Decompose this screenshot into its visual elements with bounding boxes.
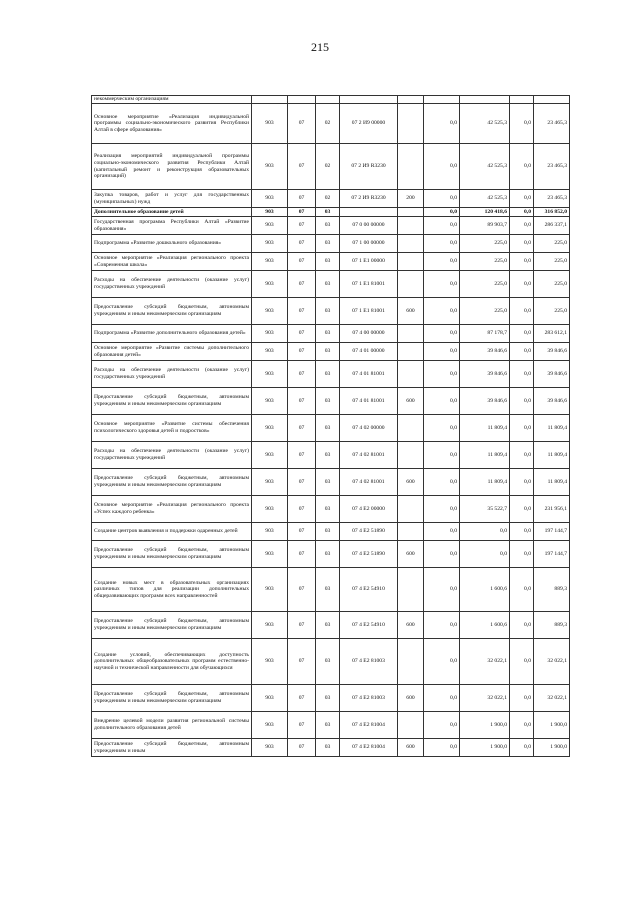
value-3-cell: 0,0 — [510, 442, 534, 469]
expense-type-cell — [398, 343, 424, 361]
admin-code-cell: 903 — [252, 144, 288, 190]
value-3-cell: 0,0 — [510, 415, 534, 442]
value-1-cell: 0,0 — [424, 685, 460, 712]
admin-code-cell: 903 — [252, 190, 288, 208]
admin-code-cell: 903 — [252, 217, 288, 235]
table-row — [92, 253, 570, 271]
table-row — [92, 325, 570, 343]
value-3-cell: 0,0 — [510, 541, 534, 568]
value-3-cell: 0,0 — [510, 325, 534, 343]
expense-type-cell: 600 — [398, 298, 424, 325]
admin-code-cell: 903 — [252, 541, 288, 568]
item-name-cell: Создание условий, обеспечивающих доступность дополнительных общеобразовательных программ естественно-научной и технической направленности для обучающихся — [92, 639, 252, 685]
item-name-cell: некоммерческим организациям — [92, 96, 252, 104]
value-1-cell: 0,0 — [424, 639, 460, 685]
item-name-cell: Государственная программа Республики Алтай «Развитие образования» — [92, 217, 252, 235]
value-4-cell: 23 465,3 — [534, 190, 570, 208]
section-code-cell: 07 — [288, 442, 316, 469]
value-1-cell: 0,0 — [424, 612, 460, 639]
table-row — [92, 415, 570, 442]
target-article-cell: 07 4 E2 00000 — [340, 496, 398, 523]
section-code-cell: 07 — [288, 712, 316, 739]
value-3-cell: 0,0 — [510, 208, 534, 217]
value-2-cell: 1 900,0 — [460, 712, 510, 739]
expense-type-cell — [398, 496, 424, 523]
expense-type-cell — [398, 325, 424, 343]
value-4-cell — [534, 96, 570, 104]
value-2-cell: 1 600,6 — [460, 612, 510, 639]
target-article-cell: 07 2 И9 R3230 — [340, 144, 398, 190]
target-article-cell: 07 4 E2 81003 — [340, 639, 398, 685]
value-1-cell: 0,0 — [424, 104, 460, 144]
value-4-cell: 23 465,3 — [534, 144, 570, 190]
value-2-cell: 42 525,3 — [460, 104, 510, 144]
expense-type-cell — [398, 253, 424, 271]
table-row — [92, 208, 570, 217]
value-4-cell: 225,0 — [534, 253, 570, 271]
value-3-cell: 0,0 — [510, 271, 534, 298]
value-3-cell: 0,0 — [510, 523, 534, 541]
item-name-cell: Создание центров выявления и поддержки одаренных детей — [92, 523, 252, 541]
value-2-cell: 120 418,6 — [460, 208, 510, 217]
value-3-cell: 0,0 — [510, 685, 534, 712]
expense-type-cell — [398, 96, 424, 104]
value-1-cell: 0,0 — [424, 568, 460, 612]
item-name-cell: Основное мероприятие «Реализация регионального проекта «Современная школа» — [92, 253, 252, 271]
section-code-cell: 07 — [288, 144, 316, 190]
subsection-code-cell: 03 — [316, 469, 340, 496]
expense-type-cell: 600 — [398, 541, 424, 568]
item-name-cell: Расходы на обеспечение деятельности (оказание услуг) государственных учреждений — [92, 361, 252, 388]
value-2-cell: 225,0 — [460, 253, 510, 271]
subsection-code-cell: 03 — [316, 235, 340, 253]
subsection-code-cell: 02 — [316, 104, 340, 144]
section-code-cell: 07 — [288, 639, 316, 685]
target-article-cell: 07 2 И9 00000 — [340, 104, 398, 144]
value-4-cell: 283 612,1 — [534, 325, 570, 343]
expense-type-cell — [398, 144, 424, 190]
value-4-cell: 1 900,0 — [534, 712, 570, 739]
target-article-cell: 07 4 E2 51890 — [340, 541, 398, 568]
section-code-cell: 07 — [288, 208, 316, 217]
value-4-cell: 11 809,4 — [534, 442, 570, 469]
value-2-cell: 42 525,3 — [460, 144, 510, 190]
budget-table — [91, 95, 570, 757]
section-code-cell: 07 — [288, 523, 316, 541]
value-2-cell: 1 600,6 — [460, 568, 510, 612]
value-2-cell: 39 846,6 — [460, 361, 510, 388]
target-article-cell: 07 4 02 81001 — [340, 442, 398, 469]
subsection-code-cell: 03 — [316, 217, 340, 235]
value-1-cell: 0,0 — [424, 361, 460, 388]
admin-code-cell: 903 — [252, 208, 288, 217]
section-code-cell: 07 — [288, 343, 316, 361]
section-code-cell: 07 — [288, 685, 316, 712]
table-row — [92, 712, 570, 739]
value-3-cell: 0,0 — [510, 712, 534, 739]
subsection-code-cell: 03 — [316, 253, 340, 271]
value-4-cell: 197 144,7 — [534, 541, 570, 568]
section-code-cell: 07 — [288, 235, 316, 253]
target-article-cell: 07 4 02 81001 — [340, 469, 398, 496]
budget-table-body — [92, 96, 570, 757]
item-name-cell: Создание новых мест в образовательных организациях различных типов для реализации дополнительных общеразвивающих программ всех направленностей — [92, 568, 252, 612]
target-article-cell — [340, 96, 398, 104]
admin-code-cell: 903 — [252, 612, 288, 639]
table-row — [92, 442, 570, 469]
value-1-cell: 0,0 — [424, 217, 460, 235]
admin-code-cell: 903 — [252, 469, 288, 496]
value-4-cell: 11 809,4 — [534, 415, 570, 442]
expense-type-cell: 600 — [398, 739, 424, 757]
section-code-cell: 07 — [288, 568, 316, 612]
table-row — [92, 96, 570, 104]
target-article-cell: 07 4 E2 54910 — [340, 568, 398, 612]
value-2-cell: 0,0 — [460, 523, 510, 541]
value-4-cell: 316 852,0 — [534, 208, 570, 217]
target-article-cell: 07 4 01 81001 — [340, 388, 398, 415]
value-4-cell: 23 465,3 — [534, 104, 570, 144]
expense-type-cell: 600 — [398, 469, 424, 496]
table-row — [92, 298, 570, 325]
table-row — [92, 496, 570, 523]
value-3-cell: 0,0 — [510, 343, 534, 361]
value-1-cell: 0,0 — [424, 415, 460, 442]
section-code-cell: 07 — [288, 253, 316, 271]
value-1-cell: 0,0 — [424, 388, 460, 415]
value-2-cell: 0,0 — [460, 541, 510, 568]
value-2-cell: 32 022,1 — [460, 639, 510, 685]
target-article-cell: 07 0 00 00000 — [340, 217, 398, 235]
value-1-cell: 0,0 — [424, 208, 460, 217]
value-3-cell: 0,0 — [510, 144, 534, 190]
admin-code-cell: 903 — [252, 388, 288, 415]
admin-code-cell: 903 — [252, 639, 288, 685]
expense-type-cell: 600 — [398, 685, 424, 712]
value-3-cell: 0,0 — [510, 104, 534, 144]
expense-type-cell — [398, 712, 424, 739]
table-row — [92, 568, 570, 612]
item-name-cell: Подпрограмма «Развитие дополнительного образования детей» — [92, 325, 252, 343]
item-name-cell: Дополнительное образование детей — [92, 208, 252, 217]
section-code-cell: 07 — [288, 271, 316, 298]
section-code-cell: 07 — [288, 361, 316, 388]
subsection-code-cell: 03 — [316, 271, 340, 298]
target-article-cell: 07 1 E1 81001 — [340, 271, 398, 298]
value-3-cell: 0,0 — [510, 253, 534, 271]
expense-type-cell — [398, 568, 424, 612]
expense-type-cell — [398, 415, 424, 442]
table-row — [92, 217, 570, 235]
admin-code-cell: 903 — [252, 712, 288, 739]
value-4-cell: 225,0 — [534, 298, 570, 325]
expense-type-cell — [398, 639, 424, 685]
table-row — [92, 144, 570, 190]
item-name-cell: Расходы на обеспечение деятельности (оказание услуг) государственных учреждений — [92, 442, 252, 469]
value-3-cell: 0,0 — [510, 217, 534, 235]
expense-type-cell — [398, 361, 424, 388]
admin-code-cell: 903 — [252, 685, 288, 712]
value-4-cell: 286 337,1 — [534, 217, 570, 235]
table-row — [92, 739, 570, 757]
section-code-cell: 07 — [288, 469, 316, 496]
value-3-cell: 0,0 — [510, 190, 534, 208]
admin-code-cell: 903 — [252, 442, 288, 469]
value-1-cell: 0,0 — [424, 712, 460, 739]
value-4-cell: 889,3 — [534, 568, 570, 612]
section-code-cell: 07 — [288, 298, 316, 325]
value-3-cell: 0,0 — [510, 639, 534, 685]
admin-code-cell: 903 — [252, 568, 288, 612]
item-name-cell: Предоставление субсидий бюджетным, автономным учреждениям и иным — [92, 739, 252, 757]
expense-type-cell — [398, 271, 424, 298]
subsection-code-cell: 03 — [316, 343, 340, 361]
target-article-cell — [340, 208, 398, 217]
admin-code-cell: 903 — [252, 415, 288, 442]
subsection-code-cell: 02 — [316, 190, 340, 208]
value-2-cell: 87 178,7 — [460, 325, 510, 343]
target-article-cell: 07 4 E2 81004 — [340, 739, 398, 757]
subsection-code-cell: 03 — [316, 442, 340, 469]
item-name-cell: Предоставление субсидий бюджетным, автономным учреждениям и иным некоммерческим организациям — [92, 541, 252, 568]
value-4-cell: 1 900,0 — [534, 739, 570, 757]
value-2-cell — [460, 96, 510, 104]
item-name-cell: Реализация мероприятий индивидуальной программы социально-экономического развития Республики Алтай (капитальный ремонт и реконструкция образовательных организаций) — [92, 144, 252, 190]
target-article-cell: 07 2 И9 R3230 — [340, 190, 398, 208]
value-1-cell: 0,0 — [424, 325, 460, 343]
value-4-cell: 39 846,6 — [534, 361, 570, 388]
expense-type-cell: 200 — [398, 190, 424, 208]
item-name-cell: Основное мероприятие «Развитие системы дополнительного образования детей» — [92, 343, 252, 361]
admin-code-cell: 903 — [252, 343, 288, 361]
admin-code-cell: 903 — [252, 271, 288, 298]
subsection-code-cell: 03 — [316, 568, 340, 612]
value-1-cell: 0,0 — [424, 469, 460, 496]
subsection-code-cell: 03 — [316, 712, 340, 739]
item-name-cell: Закупка товаров, работ и услуг для государственных (муниципальных) нужд — [92, 190, 252, 208]
subsection-code-cell — [316, 96, 340, 104]
value-3-cell: 0,0 — [510, 496, 534, 523]
value-3-cell: 0,0 — [510, 739, 534, 757]
value-4-cell: 32 022,1 — [534, 685, 570, 712]
target-article-cell: 07 4 E2 81003 — [340, 685, 398, 712]
expense-type-cell — [398, 208, 424, 217]
admin-code-cell: 903 — [252, 739, 288, 757]
section-code-cell: 07 — [288, 541, 316, 568]
value-1-cell: 0,0 — [424, 523, 460, 541]
value-2-cell: 42 525,3 — [460, 190, 510, 208]
value-4-cell: 889,3 — [534, 612, 570, 639]
table-row — [92, 235, 570, 253]
value-1-cell — [424, 96, 460, 104]
admin-code-cell — [252, 96, 288, 104]
admin-code-cell: 903 — [252, 298, 288, 325]
item-name-cell: Предоставление субсидий бюджетным, автономным учреждениям и иным некоммерческим организациям — [92, 469, 252, 496]
table-row — [92, 685, 570, 712]
table-row — [92, 388, 570, 415]
value-4-cell: 197 144,7 — [534, 523, 570, 541]
value-2-cell: 89 903,7 — [460, 217, 510, 235]
value-3-cell: 0,0 — [510, 361, 534, 388]
value-2-cell: 39 846,6 — [460, 388, 510, 415]
subsection-code-cell: 02 — [316, 144, 340, 190]
section-code-cell: 07 — [288, 325, 316, 343]
value-2-cell: 11 809,4 — [460, 415, 510, 442]
subsection-code-cell: 03 — [316, 523, 340, 541]
target-article-cell: 07 4 00 00000 — [340, 325, 398, 343]
subsection-code-cell: 03 — [316, 208, 340, 217]
table-row — [92, 271, 570, 298]
subsection-code-cell: 03 — [316, 639, 340, 685]
value-4-cell: 39 846,6 — [534, 343, 570, 361]
item-name-cell: Расходы на обеспечение деятельности (оказание услуг) государственных учреждений — [92, 271, 252, 298]
item-name-cell: Основное мероприятие «Реализация индивидуальной программы социально-экономического развития Республики Алтай в сфере образования» — [92, 104, 252, 144]
target-article-cell: 07 4 01 81001 — [340, 361, 398, 388]
value-1-cell: 0,0 — [424, 343, 460, 361]
expense-type-cell — [398, 217, 424, 235]
section-code-cell: 07 — [288, 388, 316, 415]
expense-type-cell: 600 — [398, 612, 424, 639]
value-2-cell: 1 900,0 — [460, 739, 510, 757]
target-article-cell: 07 4 E2 81004 — [340, 712, 398, 739]
value-1-cell: 0,0 — [424, 271, 460, 298]
admin-code-cell: 903 — [252, 104, 288, 144]
target-article-cell: 07 4 E2 51890 — [340, 523, 398, 541]
subsection-code-cell: 03 — [316, 685, 340, 712]
subsection-code-cell: 03 — [316, 541, 340, 568]
table-row — [92, 361, 570, 388]
subsection-code-cell: 03 — [316, 298, 340, 325]
subsection-code-cell: 03 — [316, 388, 340, 415]
expense-type-cell — [398, 523, 424, 541]
admin-code-cell: 903 — [252, 361, 288, 388]
value-1-cell: 0,0 — [424, 190, 460, 208]
value-3-cell: 0,0 — [510, 298, 534, 325]
admin-code-cell: 903 — [252, 523, 288, 541]
section-code-cell: 07 — [288, 217, 316, 235]
admin-code-cell: 903 — [252, 235, 288, 253]
table-row — [92, 343, 570, 361]
expense-type-cell — [398, 235, 424, 253]
table-row — [92, 612, 570, 639]
subsection-code-cell: 03 — [316, 415, 340, 442]
value-1-cell: 0,0 — [424, 496, 460, 523]
value-4-cell: 225,0 — [534, 235, 570, 253]
value-2-cell: 225,0 — [460, 235, 510, 253]
table-row — [92, 639, 570, 685]
value-4-cell: 225,0 — [534, 271, 570, 298]
value-3-cell: 0,0 — [510, 469, 534, 496]
section-code-cell: 07 — [288, 104, 316, 144]
expense-type-cell: 600 — [398, 388, 424, 415]
table-row — [92, 541, 570, 568]
value-2-cell: 39 846,6 — [460, 343, 510, 361]
value-3-cell: 0,0 — [510, 235, 534, 253]
value-1-cell: 0,0 — [424, 739, 460, 757]
subsection-code-cell: 03 — [316, 612, 340, 639]
section-code-cell: 07 — [288, 612, 316, 639]
value-1-cell: 0,0 — [424, 235, 460, 253]
value-3-cell — [510, 96, 534, 104]
value-4-cell: 11 809,4 — [534, 469, 570, 496]
item-name-cell: Внедрение целевой модели развития региональной системы дополнительного образования детей — [92, 712, 252, 739]
target-article-cell: 07 1 E1 00000 — [340, 253, 398, 271]
target-article-cell: 07 4 E2 54910 — [340, 612, 398, 639]
value-2-cell: 35 522,7 — [460, 496, 510, 523]
item-name-cell: Основное мероприятие «Развитие системы обеспечения психологического здоровья детей и подростков» — [92, 415, 252, 442]
target-article-cell: 07 4 02 00000 — [340, 415, 398, 442]
value-2-cell: 32 022,1 — [460, 685, 510, 712]
section-code-cell: 07 — [288, 415, 316, 442]
section-code-cell — [288, 96, 316, 104]
page-number: 215 — [311, 40, 329, 54]
item-name-cell: Предоставление субсидий бюджетным, автономным учреждениям и иным некоммерческим организациям — [92, 388, 252, 415]
value-1-cell: 0,0 — [424, 541, 460, 568]
item-name-cell: Основное мероприятие «Реализация регионального проекта «Успех каждого ребенка» — [92, 496, 252, 523]
table-row — [92, 469, 570, 496]
subsection-code-cell: 03 — [316, 496, 340, 523]
table-row — [92, 190, 570, 208]
expense-type-cell — [398, 104, 424, 144]
value-2-cell: 225,0 — [460, 298, 510, 325]
table-row — [92, 523, 570, 541]
item-name-cell: Предоставление субсидий бюджетным, автономным учреждениям и иным некоммерческим организациям — [92, 685, 252, 712]
value-1-cell: 0,0 — [424, 253, 460, 271]
subsection-code-cell: 03 — [316, 739, 340, 757]
target-article-cell: 07 1 E1 81001 — [340, 298, 398, 325]
value-2-cell: 225,0 — [460, 271, 510, 298]
section-code-cell: 07 — [288, 496, 316, 523]
expense-type-cell — [398, 442, 424, 469]
value-3-cell: 0,0 — [510, 388, 534, 415]
admin-code-cell: 903 — [252, 325, 288, 343]
admin-code-cell: 903 — [252, 496, 288, 523]
target-article-cell: 07 4 01 00000 — [340, 343, 398, 361]
subsection-code-cell: 03 — [316, 361, 340, 388]
value-4-cell: 39 846,6 — [534, 388, 570, 415]
value-2-cell: 11 809,4 — [460, 469, 510, 496]
value-1-cell: 0,0 — [424, 442, 460, 469]
value-1-cell: 0,0 — [424, 298, 460, 325]
item-name-cell: Предоставление субсидий бюджетным, автономным учреждениям и иным некоммерческим организациям — [92, 612, 252, 639]
value-3-cell: 0,0 — [510, 612, 534, 639]
item-name-cell: Подпрограмма «Развитие дошкольного образования» — [92, 235, 252, 253]
value-4-cell: 231 956,1 — [534, 496, 570, 523]
section-code-cell: 07 — [288, 739, 316, 757]
value-2-cell: 11 809,4 — [460, 442, 510, 469]
table-row — [92, 104, 570, 144]
section-code-cell: 07 — [288, 190, 316, 208]
subsection-code-cell: 03 — [316, 325, 340, 343]
value-3-cell: 0,0 — [510, 568, 534, 612]
target-article-cell: 07 1 00 00000 — [340, 235, 398, 253]
value-4-cell: 32 022,1 — [534, 639, 570, 685]
value-1-cell: 0,0 — [424, 144, 460, 190]
admin-code-cell: 903 — [252, 253, 288, 271]
item-name-cell: Предоставление субсидий бюджетным, автономным учреждениям и иным некоммерческим организациям — [92, 298, 252, 325]
